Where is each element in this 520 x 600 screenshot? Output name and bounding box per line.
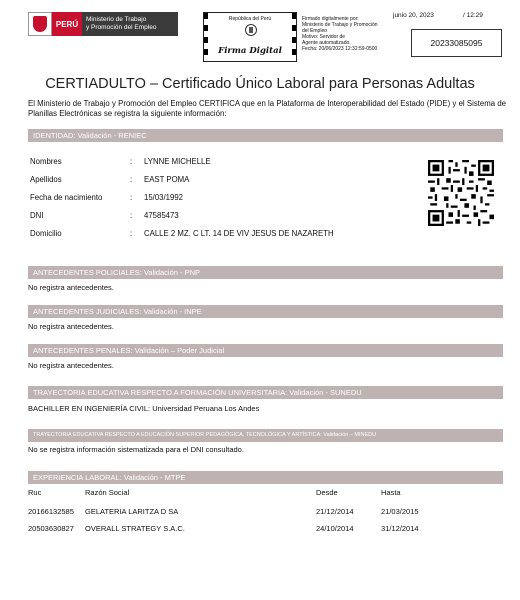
ruc-cell: 20503630827 [28, 524, 74, 533]
desde-cell: 21/12/2014 [316, 507, 354, 516]
document-number: 20233085095 [411, 29, 502, 57]
identity-label: Nombres [30, 157, 62, 166]
ministry-name [82, 12, 178, 36]
identity-row [30, 157, 211, 166]
section-header-judiciales: ANTECEDENTES JUDICIALES: Validación - INPE [28, 305, 503, 318]
peru-label: PERÚ [52, 12, 82, 36]
pedagogica-text: No se registra información sistematizada para el DNI consultado. [28, 445, 244, 454]
policiales-text: No registra antecedentes. [28, 283, 114, 292]
signature-line: del Empleo [302, 28, 328, 34]
stamp-republic-text: República del Perú [228, 16, 272, 22]
identity-separator: : [130, 229, 133, 238]
column-header-ruc: Ruc [28, 488, 42, 497]
identity-label: Fecha de nacimiento [30, 193, 103, 202]
section-header-universitaria: TRAYECTORIA EDUCATIVA RESPECTO A FORMACIÓN UNIVERSITARIA: Validación - SUNEDU [28, 386, 503, 399]
identity-label: Domicilio [30, 229, 62, 238]
section-header-identity: IDENTIDAD: Validación - RENIEC [28, 129, 503, 142]
identity-label: DNI [30, 211, 44, 220]
identity-value: 15/03/1992 [144, 193, 184, 202]
identity-separator: : [130, 193, 133, 202]
identity-value: 47585473 [144, 211, 179, 220]
identity-row [30, 211, 179, 220]
section-header-penales: ANTECEDENTES PENALES: Validación – Poder Judicial [28, 344, 503, 357]
section-header-pedagogica: TRAYECTORIA EDUCATIVA RESPECTO A EDUCACIÓN SUPERIOR PEDAGÓGICA, TECNOLÓGICA Y ARTÍSTICA: Validación – MINEDU [28, 429, 503, 442]
peru-shield-icon [28, 12, 52, 36]
razon-social-cell: GELATERIA LARITZA D SA [85, 507, 179, 516]
identity-label: Apellidos [30, 175, 62, 184]
ruc-cell: 20166132585 [28, 507, 74, 516]
column-header-hasta: Hasta [381, 488, 401, 497]
signature-line: Ministerio de Trabajo y Promoción [302, 22, 378, 28]
hasta-cell: 21/03/2015 [381, 507, 419, 516]
universitaria-text: BACHILLER EN INGENIERÍA CIVIL: Universidad Peruana Los Andes [28, 404, 260, 413]
signature-details [302, 16, 402, 52]
page-title: CERTIADULTO – Certificado Único Laboral para Personas Adultas [45, 76, 475, 92]
signature-line: Fecha: 20/06/2023 12:32:59-0500 [302, 46, 378, 52]
issue-date: junio 20, 2023 [393, 12, 434, 19]
identity-separator: : [130, 175, 133, 184]
issue-time: / 12:29 [463, 12, 483, 19]
ministry-logo [28, 12, 178, 36]
digital-signature-stamp [203, 12, 297, 62]
penales-text: No registra antecedentes. [28, 361, 114, 370]
signature-line: Agente automatizado. [302, 40, 351, 46]
signature-line: Motivo: Servidor de [302, 34, 346, 40]
section-header-policiales: ANTECEDENTES POLICIALES: Validación - PNP [28, 266, 503, 279]
column-header-razon-social: Razón Social [85, 488, 130, 497]
identity-row [30, 193, 183, 202]
razon-social-cell: OVERALL STRATEGY S.A.C. [85, 524, 185, 533]
section-header-laboral: EXPERIENCIA LABORAL: Validación - MTPE [28, 471, 503, 484]
identity-value: EAST POMA [144, 175, 190, 184]
signature-line: Firmado digitalmente por: [302, 16, 359, 22]
identity-row [30, 175, 189, 184]
intro-paragraph: El Ministerio de Trabajo y Promoción del Empleo CERTIFICA que en la Plataforma de Interoperabilidad del Estado (PIDE) y el Sistema de Planillas Electrónicas se registra la siguiente información: [28, 99, 506, 118]
identity-value: CALLE 2 MZ. C LT. 14 DE VIV JESUS DE NAZARETH [144, 229, 334, 238]
stamp-signature-script: Firma Digital [218, 46, 282, 56]
identity-value: LYNNE MICHELLE [144, 157, 211, 166]
ministry-line-2: y Promoción del Empleo [86, 23, 157, 31]
identity-row [30, 229, 334, 238]
column-header-desde: Desde [316, 488, 338, 497]
desde-cell: 24/10/2014 [316, 524, 354, 533]
identity-separator: : [130, 157, 133, 166]
judiciales-text: No registra antecedentes. [28, 322, 114, 331]
qr-code-icon [428, 160, 494, 226]
coat-of-arms-icon [245, 24, 257, 36]
ministry-line-1: Ministerio de Trabajo [86, 16, 147, 23]
hasta-cell: 31/12/2014 [381, 524, 419, 533]
identity-separator: : [130, 211, 133, 220]
